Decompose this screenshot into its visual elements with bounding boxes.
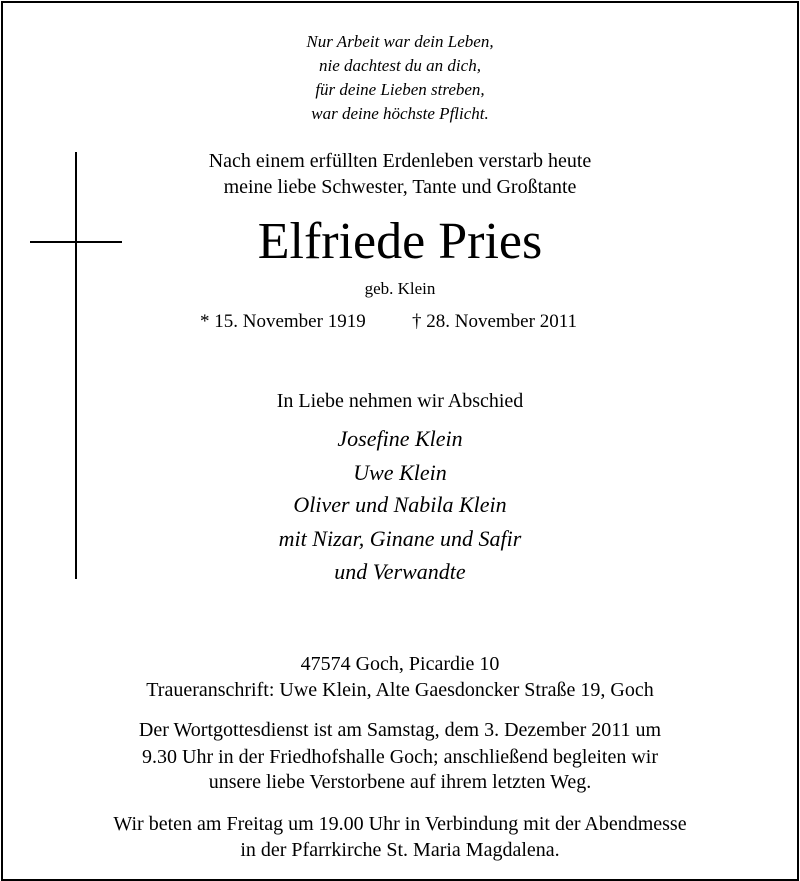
poem-line: Nur Arbeit war dein Leben, (306, 32, 494, 51)
service-line: 9.30 Uhr in der Friedhofshalle Goch; anschließend begleiten wir (142, 746, 658, 768)
home-address: 47574 Goch, Picardie 10 (300, 653, 500, 675)
maiden-name: geb. Klein (364, 279, 436, 298)
birth-date: * 15. November 1919 (200, 311, 366, 332)
mourner-name: Uwe Klein (353, 460, 447, 485)
mourner-name: Josefine Klein (337, 426, 463, 451)
prayer-line: in der Pfarrkirche St. Maria Magdalena. (240, 839, 560, 861)
poem-line: für deine Lieben streben, (315, 80, 485, 99)
service-line: unsere liebe Verstorbene auf ihrem letzten Weg. (208, 771, 592, 793)
intro-line: meine liebe Schwester, Tante und Großtante (223, 176, 577, 198)
mourner-name: mit Nizar, Ginane und Safir (278, 526, 522, 551)
mourning-address: Traueranschrift: Uwe Klein, Alte Gaesdoncker Straße 19, Goch (146, 679, 654, 701)
deceased-name: Elfriede Pries (257, 213, 543, 270)
intro-line: Nach einem erfüllten Erdenleben verstarb heute (208, 150, 592, 172)
death-date: † 28. November 2011 (412, 311, 577, 332)
poem-line: war deine höchste Pflicht. (311, 104, 489, 123)
farewell-text: In Liebe nehmen wir Abschied (276, 390, 524, 412)
prayer-line: Wir beten am Freitag um 19.00 Uhr in Verbindung mit der Abendmesse (113, 813, 687, 835)
mourner-name: Oliver und Nabila Klein (293, 492, 507, 517)
service-line: Der Wortgottesdienst ist am Samstag, dem 3. Dezember 2011 um (138, 719, 662, 741)
mourner-name: und Verwandte (334, 559, 466, 584)
poem-line: nie dachtest du an dich, (319, 56, 481, 75)
